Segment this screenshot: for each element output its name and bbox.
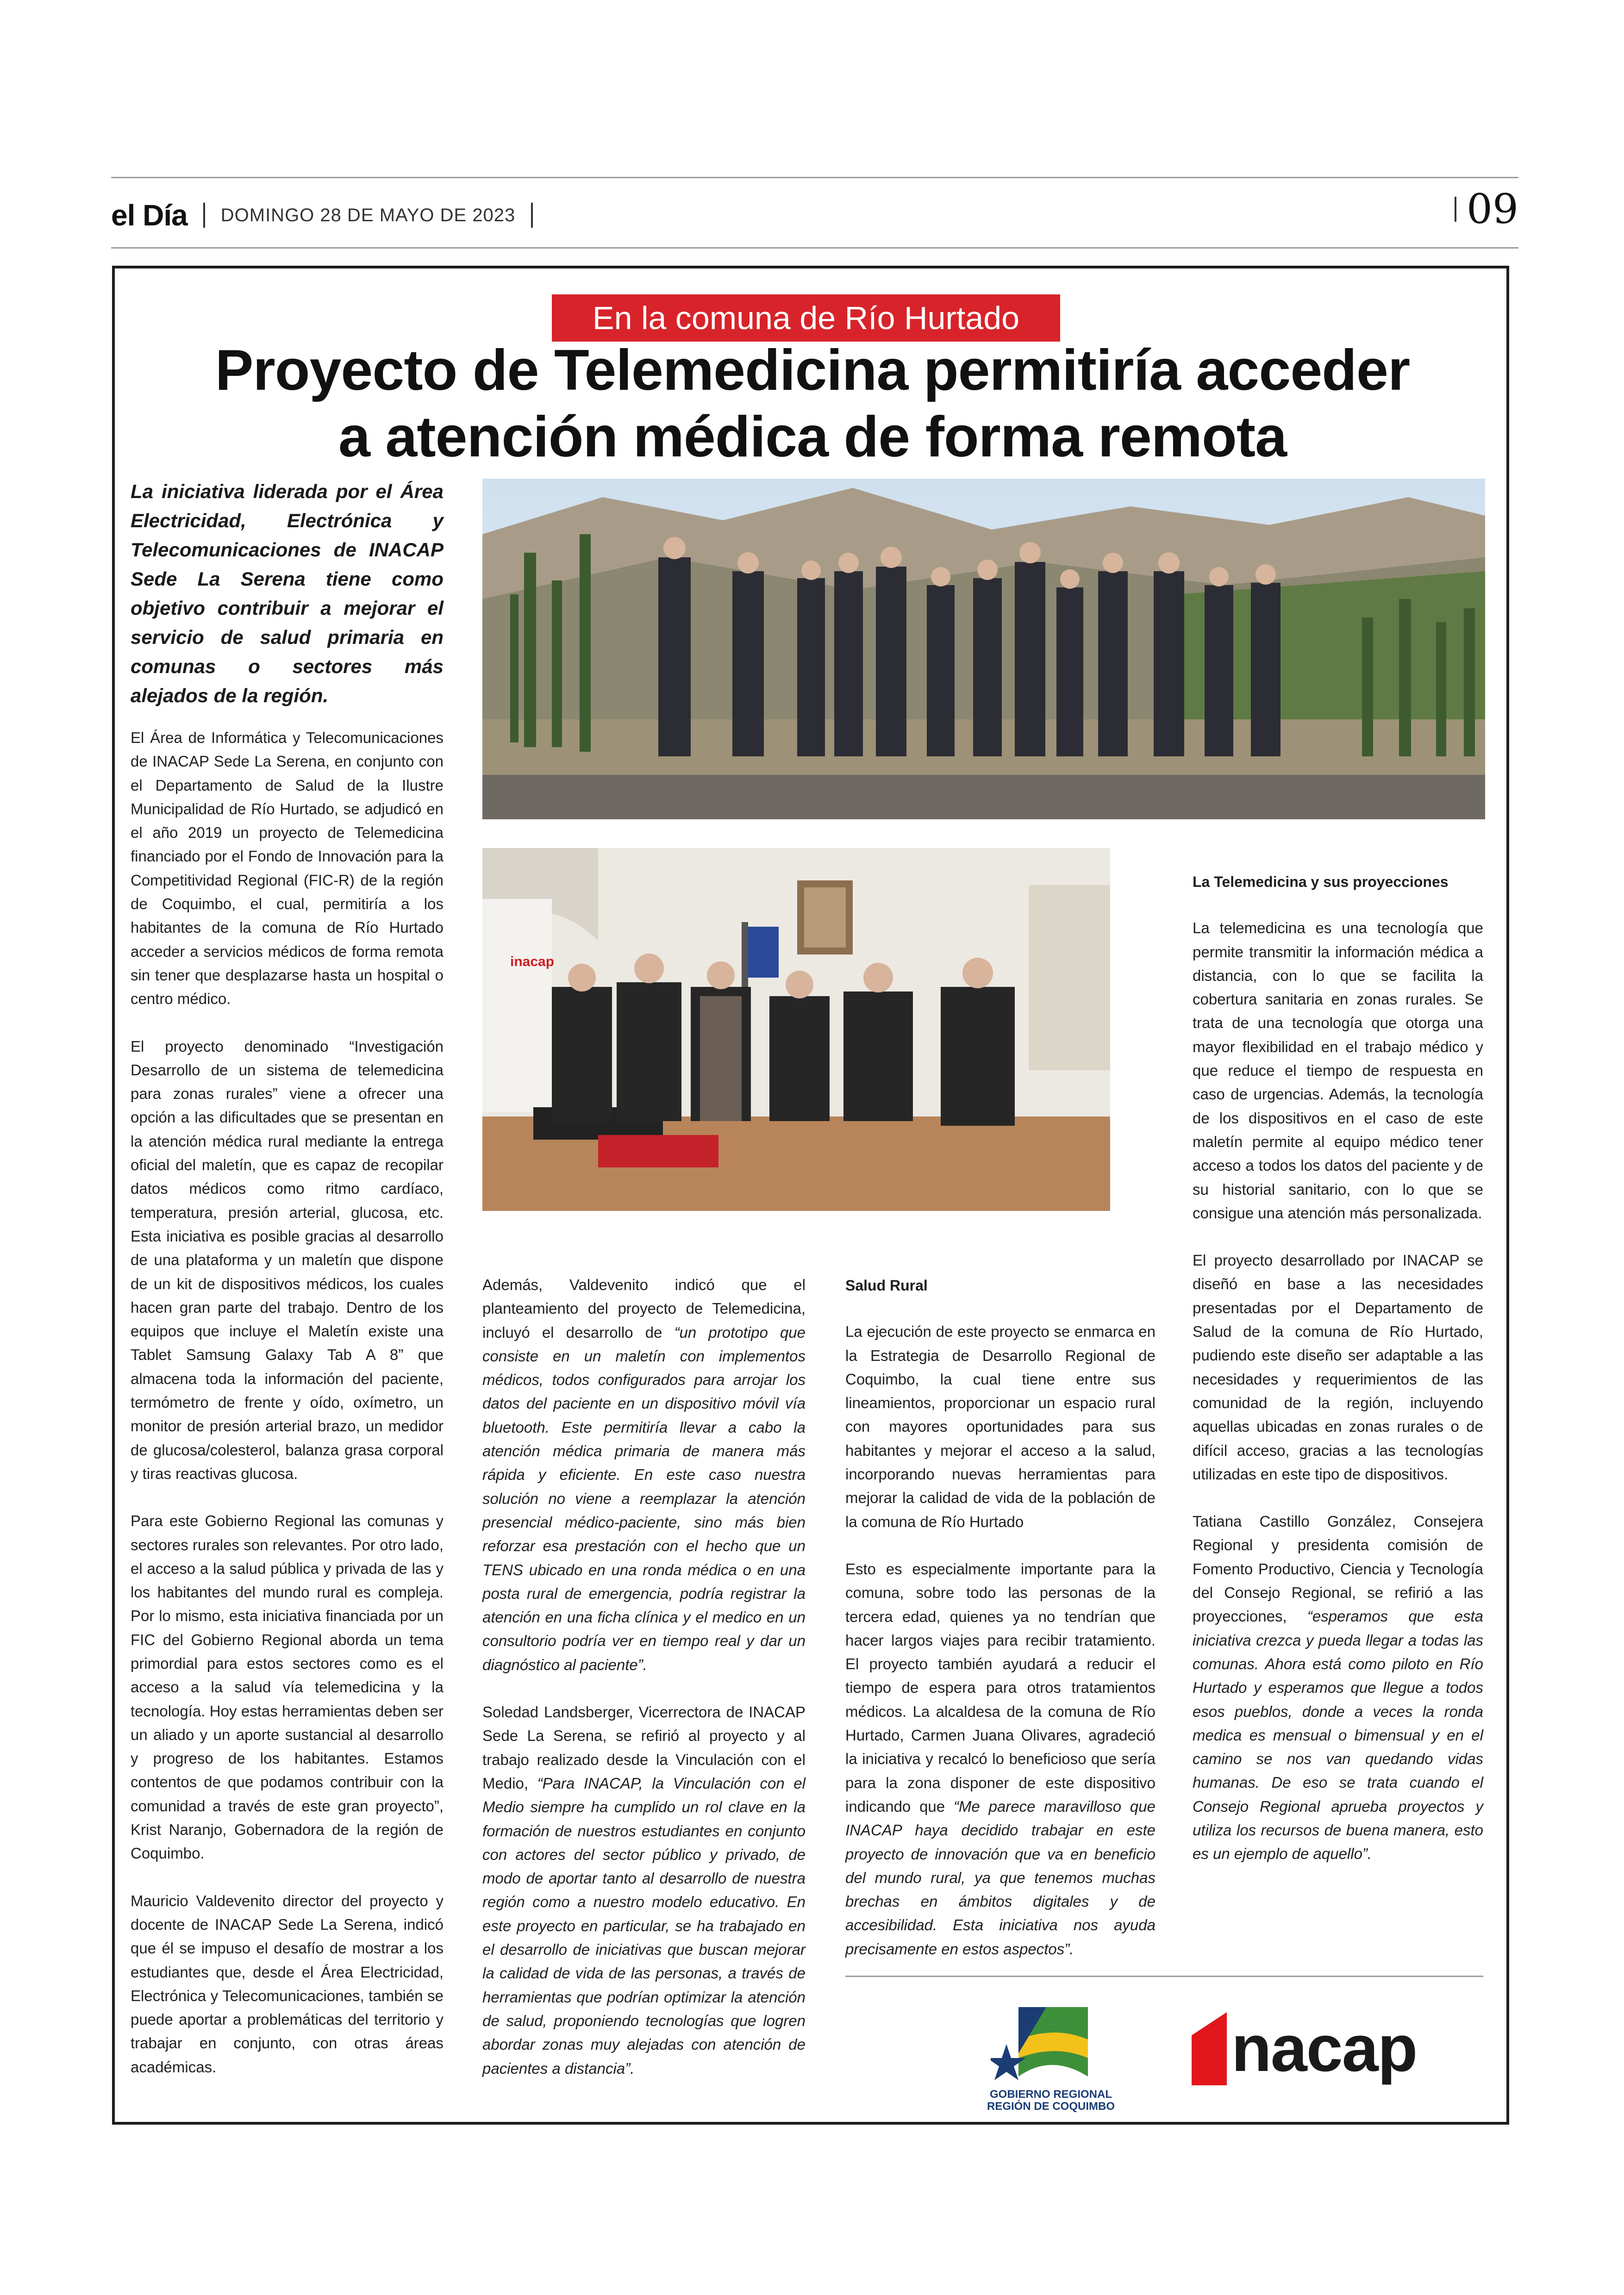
article-lead: La iniciativa liderada por el Área Electricidad, Electrónica y Telecomunicaciones de INACAP Sede La Serena tiene como objetivo contribuir a mejorar el servicio de salud primaria en comunas o sectores más alejados de la región.	[131, 480, 443, 706]
col2-paragraph-2: Soledad Landsberger, Vicerrectora de INACAP Sede La Serena, se refirió al proyecto y al trabajo realizado desde la Vinculación con el Medio, “Para INACAP, la Vinculación con el Medio siempre ha cumplido un rol clave en la formación de nuestros estudiantes en conjunto con actores del sector público y privado, de modo de aportar tanto al desarrollo de nuestra región como a nuestro modelo educativo. En este proyecto en particular, se ha trabajado en el desarrollo de iniciativas que buscan mejorar la calidad de vida de las personas, a través de herramientas que podrían optimizar la atención de salud, proponiendo tecnologías que logren abordar zonas muy alejadas con atención de pacientes a distancia”.	[482, 1703, 806, 2077]
masthead	[111, 187, 549, 243]
separator	[1455, 197, 1456, 222]
gore-emblem-icon	[991, 1998, 1106, 2089]
gobierno-regional-text: GOBIERNO REGIONAL REGIÓN DE COQUIMBO	[987, 2088, 1115, 2113]
column-4	[1193, 870, 1483, 1890]
indoor-photo-art	[482, 848, 1110, 1211]
gobierno-regional-logo	[991, 1998, 1106, 2089]
col2-paragraph-1: Además, Valdevenito indicó que el planteamiento del proyecto de Telemedicina, incluyó el desarrollo de “un prototipo que consiste en un maletín con implementos médicos, todos configurados para arrojar los datos del paciente en un dispositivo móvil vía bluetooth. Este permitiría llevar a cabo la atención médica primaria de manera más rápida y eficiente. En este caso nuestra solución no viene a reemplazar la atención presencial médico-paciente, sino más bien reforzar esa prestación con el hecho que un TENS ubicado en una ronda médica o en una posta rural de emergencia, podría registrar la atención en una ficha clínica y el medico en un consultorio podría ver en tiempo real y dar un diagnóstico al paciente”.	[482, 1276, 806, 1673]
article-title	[134, 337, 1491, 470]
inacap-logo	[1192, 2011, 1417, 2087]
page-number: 09	[1467, 185, 1518, 233]
indoor-sign-text: inacap	[510, 954, 555, 969]
article-kicker: En la comuna de Río Hurtado	[552, 294, 1060, 342]
col4-paragraph-3: Tatiana Castillo González, Consejera Regional y presidenta comisión de Fomento Productivo, Ciencia y Tecnología del Consejo Regional, se refirió a las proyecciones, “esperamos que esta iniciativa crezca y pueda llegar a todas las comunas. Ahora está como piloto en Río Hurtado y esperamos que llegue a todos esos pueblos, donde a veces la ronda medica es mensual o bimensual y en el camino se nos van quedando vidas humanas. De eso se trata cuando el Consejo Regional aprueba proyectos y utiliza los recursos de buena manera, esto es un ejemplo de aquello”.	[1193, 1513, 1483, 1863]
col3-paragraph-2: Esto es especialmente importante para la comuna, sobre todo las personas de la tercera edad, quienes ya no tendrían que hacer largos viajes para recibir tratamiento. El proyecto también ayudará a reducir el tiempo de espera para otros tratamientos médicos. La alcaldesa de la comuna de Río Hurtado, Carmen Juana Olivares, agradeció la iniciativa y recalcó lo beneficioso que sería para la zona disponer de este dispositivo indicando que “Me parece maravilloso que INACAP haya decidido trabajar en este proyecto de innovación que va en beneficio del mundo rural, ya que tenemos muchas brechas en ámbitos digitales y de accesibilidad. Esta iniciativa nos ayuda precisamente en estos aspectos”.	[845, 1560, 1156, 1958]
group-outdoor-photo	[482, 479, 1485, 819]
header-bottom-rule	[111, 247, 1518, 249]
landscape-photo-art	[482, 479, 1485, 819]
col1-paragraph-4: Mauricio Valdevenito director del proyecto y docente de INACAP Sede La Serena, indicó que él se impuso el desafío de mostrar a los estudiantes que, desde el Área Electricidad, Electrónica y Telecomunicaciones, también se puede aportar a problemáticas del territorio y trabajar en conjunto, con otras áreas académicas.	[131, 1892, 443, 2076]
logo-divider	[845, 1976, 1483, 1977]
col1-paragraph-2: El proyecto denominado “Investigación Desarrollo de un sistema de telemedicina para zonas rurales” viene a ofrecer una opción a las dificultades que se presentan en la atención médica rural mediante la entrega oficial del maletín, que es capaz de recopilar datos médicos como ritmo cardíaco, temperatura, presión arterial, glucosa, etc. Esta iniciativa es posible gracias al desarrollo de una plataforma y un maletín que dispone de un kit de dispositivos médicos, los cuales hacen gran parte del trabajo. Dentro de los equipos que incluye el Maletín existe una Tablet Samsung Galaxy Tab A 8” que almacena toda la información del paciente, termómetro de frente y oído, oxímetro, un monitor de presión arterial brazo, un medidor de glucosa/colesterol, balanza grasa corporal y tiras reactivas glucosa.	[131, 1037, 443, 1482]
col4-paragraph-1: La telemedicina es una tecnología que permite transmitir la información médica a distancia, con lo que se facilita la cobertura sanitaria en zonas rurales. Se trata de una tecnología que otorga una mayor flexibilidad en el trabajo médico y que reduce el tiempo de respuesta en caso de urgencias. Además, la tecnología de los dispositivos en el caso de este maletín permite al equipo médico tener acceso a todos los datos del paciente y de su historial sanitario, con lo que se consigue una atención más personalizada.	[1193, 919, 1483, 1222]
group-indoor-photo	[482, 848, 1110, 1211]
column-1	[131, 726, 443, 2102]
separator	[203, 203, 205, 228]
column-3	[845, 1274, 1156, 1984]
col3-paragraph-1: La ejecución de este proyecto se enmarca en la Estrategia de Desarrollo Regional de Coquimbo, la cual tiene entre sus lineamientos, proporcionar un espacio rural con mayores oportunidades para sus habitantes y mejorar el acceso a la salud, incorporando nuevas herramientas para mejorar la calidad de vida de la población de la comuna de Río Hurtado	[845, 1323, 1156, 1530]
col3-subhead: Salud Rural	[845, 1277, 928, 1294]
title-line-2: a atención médica de forma remota	[338, 405, 1287, 469]
title-line-1: Proyecto de Telemedicina permitiría acceder	[215, 338, 1410, 402]
inacap-wordmark: nacap	[1231, 2012, 1417, 2085]
col4-subhead: La Telemedicina y sus proyecciones	[1193, 873, 1449, 890]
column-2	[482, 1273, 806, 2104]
inacap-mark-icon	[1192, 2012, 1227, 2085]
col1-paragraph-1: El Área de Informática y Telecomunicaciones de INACAP Sede La Serena, en conjunto con el Departamento de Salud de la Ilustre Municipalidad de Río Hurtado, se adjudicó en el año 2019 un proyecto de Telemedicina financiado por el Fondo de Innovación para la Competitividad Regional (FIC-R) de la región de Coquimbo, el cual, permitiría a los habitantes de la comuna de Río Hurtado acceder a servicios médicos de forma remota sin tener que desplazarse hasta un hospital o centro médico.	[131, 729, 443, 1008]
newspaper-brand: el Día	[111, 199, 187, 232]
edition-date: DOMINGO 28 DE MAYO DE 2023	[220, 205, 516, 225]
separator	[531, 203, 533, 228]
col4-paragraph-2: El proyecto desarrollado por INACAP se diseñó en base a las necesidades presentadas por el Departamento de Salud de la comuna de Río Hurtado, pudiendo este diseño ser adaptable a las necesidades y requerimientos de las comunidad de la región, incluyendo aquellas ubicadas en zonas rurales o de difícil acceso, gracias a las tecnologías utilizadas en este tipo de dispositivos.	[1193, 1252, 1483, 1483]
page-number-block	[1455, 185, 1518, 233]
col1-paragraph-3: Para este Gobierno Regional las comunas y sectores rurales son relevantes. Por otro lado, el acceso a la salud pública y privada de las y los habitantes del mundo rural es compleja. Por lo mismo, esta iniciativa financiada por un FIC del Gobierno Regional aborda un tema primordial para estos sectores como es el acceso a la salud vía telemedicina y la tecnología. Hoy estas herramientas deben ser un aliado y un aporte sustancial al desarrollo y progreso de los habitantes. Estamos contentos de que podamos contribuir con la comunidad a través de este gran proyecto”, Krist Naranjo, Gobernadora de la región de Coquimbo.	[131, 1512, 443, 1862]
header-top-rule	[111, 177, 1518, 178]
